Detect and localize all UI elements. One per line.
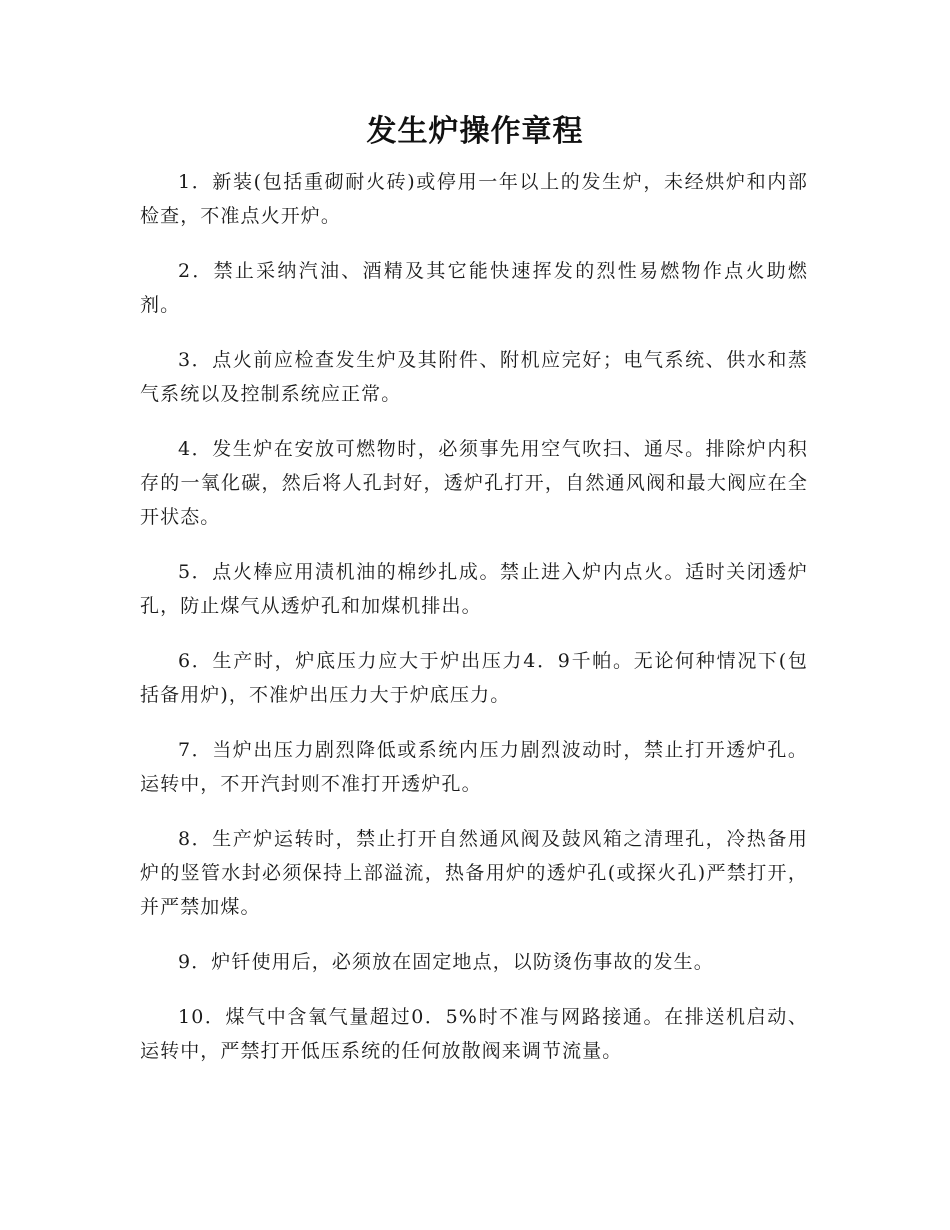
clause-6: 6．生产时，炉底压力应大于炉出压力4．9千帕。无论何种情况下(包括备用炉)，不准炉出压力大于炉底压力。 [140, 650, 808, 706]
clause-1: 1．新装(包括重砌耐火砖)或停用一年以上的发生炉，未经烘炉和内部检查，不准点火开炉。 [140, 171, 808, 227]
clause-8: 8．生产炉运转时，禁止打开自然通风阀及鼓风箱之清理孔，冷热备用炉的竖管水封必须保持上部溢流，热备用炉的透炉孔(或探火孔)严禁打开，并严禁加煤。 [140, 828, 808, 918]
clause-3: 3．点火前应检查发生炉及其附件、附机应完好；电气系统、供水和蒸气系统以及控制系统应正常。 [140, 349, 808, 405]
clause-4: 4．发生炉在安放可燃物时，必须事先用空气吹扫、通尽。排除炉内积存的一氧化碳，然后将人孔封好，透炉孔打开，自然通风阀和最大阀应在全开状态。 [140, 438, 808, 528]
clause-5: 5．点火棒应用渍机油的棉纱扎成。禁止进入炉内点火。适时关闭透炉孔，防止煤气从透炉孔和加煤机排出。 [140, 561, 808, 617]
clause-9: 9．炉钎使用后，必须放在固定地点，以防烫伤事故的发生。 [178, 951, 714, 973]
document-body [140, 165, 808, 1089]
clause-10: 10．煤气中含氧气量超过0．5%时不准与网路接通。在排送机启动、运转中，严禁打开低压系统的任何放散阀来调节流量。 [140, 1006, 808, 1062]
document-title: 发生炉操作章程 [366, 114, 584, 149]
clause-7: 7．当炉出压力剧烈降低或系统内压力剧烈波动时，禁止打开透炉孔。运转中，不开汽封则不准打开透炉孔。 [140, 739, 808, 795]
clause-2: 2．禁止采纳汽油、酒精及其它能快速挥发的烈性易燃物作点火助燃剂。 [140, 260, 808, 316]
